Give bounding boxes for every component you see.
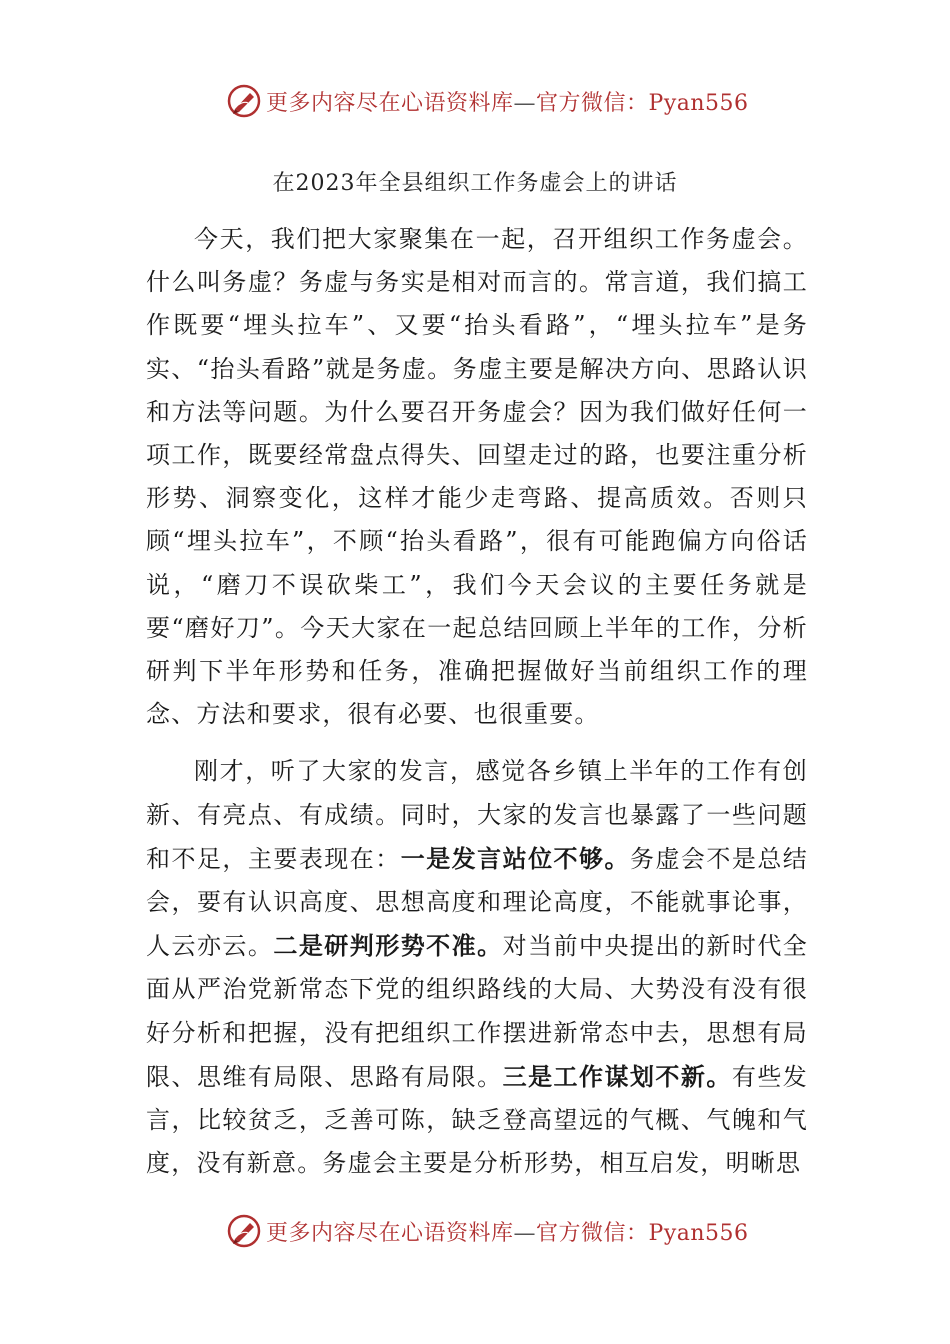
footer-watermark-banner [0,1206,950,1256]
banner-text [266,1216,749,1247]
bold-point-two: 二是研判形势不准。 [273,931,503,961]
paragraph-text: 务虚会不是总结会，要有认识高度、思想高度和理论高度，不能就事论事，人云亦云。 [146,844,808,961]
document-body [146,218,808,1199]
header-watermark-banner [0,76,950,126]
banner-text [266,86,749,117]
bold-point-three: 三是工作谋划不新。 [502,1061,732,1091]
banner-dash: — [513,90,537,116]
banner-contact-text: 官方微信：Pyan556 [536,90,749,116]
bold-point-one: 一是发言站位不够。 [400,843,630,873]
paragraph-issues [146,750,808,1185]
pen-logo-icon [226,83,262,119]
document-title: 在2023年全县组织工作务虚会上的讲话 [272,171,678,196]
pen-logo-icon [226,1213,262,1249]
banner-dash: — [513,1220,537,1246]
paragraph-intro: 今天，我们把大家聚集在一起，召开组织工作务虚会。什么叫务虚？务虚与务实是相对而言的。常言道，我们搞工作既要“埋头拉车”、又要“抬头看路”，“埋头拉车”是务实、“抬头看路”就是务虚。务虚主要是解决方向、思路认识和方法等问题。为什么要召开务虚会？因为我们做好任何一项工作，既要经常盘点得失、回望走过的路，也要注重分析形势、洞察变化，这样才能少走弯路、提高质效。否则只顾“埋头拉车”，不顾“抬头看路”，很有可能跑偏方向俗话说，“磨刀不误砍柴工”，我们今天会议的主要任务就是要“磨好刀”。今天大家在一起总结回顾上半年的工作，分析研判下半年形势和任务，准确把握做好当前组织工作的理念、方法和要求，很有必要、也很重要。 [146,225,808,729]
paragraph-text: 对当前中央提出的新时代全面从严治党新常态下党的组织路线的大局、大势没有没有很好分析和把握，没有把组织工作摆进新常态中去，思想有局限、思维有局限、思路有局限。 [146,932,808,1091]
banner-contact-text: 官方微信：Pyan556 [536,1220,749,1246]
banner-main-text: 更多内容尽在心语资料库 [266,1220,514,1246]
banner-main-text: 更多内容尽在心语资料库 [266,90,514,116]
paragraph-text: 刚才，听了大家的发言，感觉各乡镇上半年的工作有创新、有亮点、有成绩。同时，大家的发言也暴露了一些问题和不足，主要表现在： [146,757,808,873]
paragraph-text: 有些发言，比较贫乏，乏善可陈，缺乏登高望远的气概、气魄和气度，没有新意。务虚会主要是分析形势，相互启发，明晰思 [146,1062,808,1178]
